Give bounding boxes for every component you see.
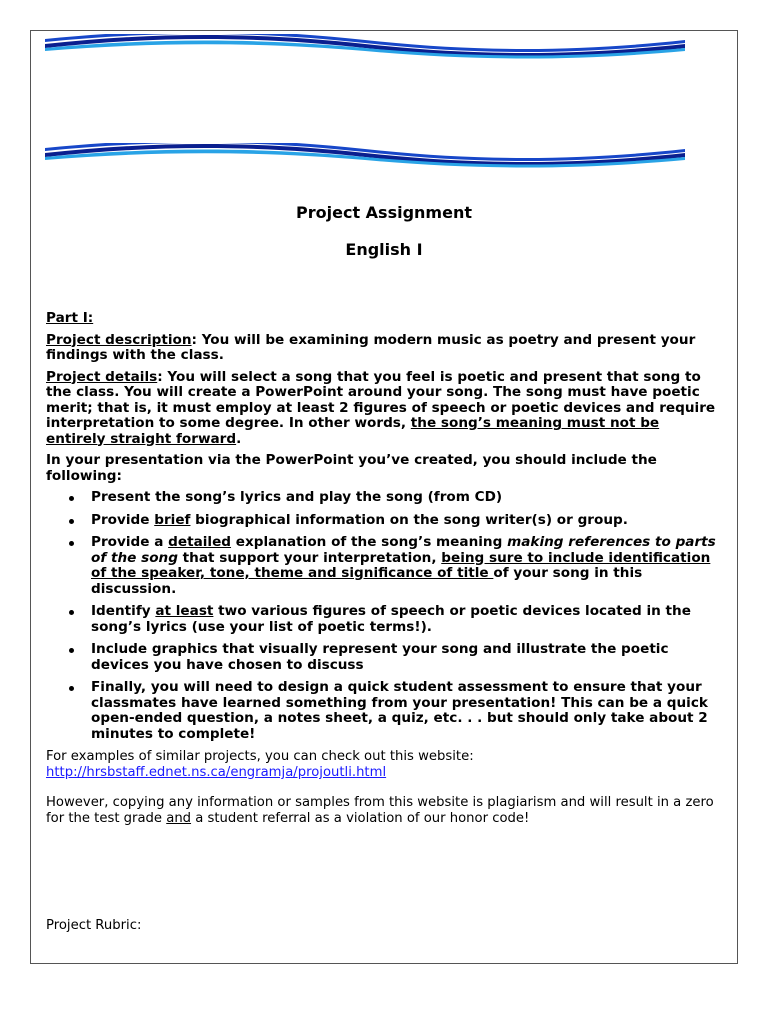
wave-banner-bottom (45, 143, 685, 169)
document-title: Project Assignment (296, 203, 472, 222)
project-rubric-label: Project Rubric: (46, 918, 142, 933)
examples-link[interactable]: http://hrsbstaff.ednet.ns.ca/engramja/projoutli.html (46, 765, 387, 780)
part-heading: Part I: (46, 310, 94, 326)
assignment-body (46, 311, 718, 827)
list-item: Present the song’s lyrics and play the song (from CD) (91, 490, 718, 506)
document-subtitle: English I (345, 240, 423, 259)
presentation-intro: In your presentation via the PowerPoint you’ve created, you should include the following: (46, 452, 657, 484)
project-description: Project description: You will be examining modern music as poetry and present your findings with the class. (46, 331, 696, 363)
examples-note: For examples of similar projects, you can check out this website: http://hrsbstaff.ednet.ns.ca/engramja/projoutli.html (46, 749, 474, 780)
requirements-list (46, 490, 718, 742)
list-item: Provide a detailed explanation of the song’s meaning making references to parts of the song that support your interpretation, being sure to include identification of the speaker, tone, theme and significance of title of your song in this discussion. (91, 535, 718, 597)
plagiarism-warning: However, copying any information or samples from this website is plagiarism and will result in a zero for the test grade and a student referral as a violation of our honor code! (46, 795, 714, 826)
list-item: Identify at least two various figures of speech or poetic devices located in the song’s lyrics (use your list of poetic terms!). (91, 604, 718, 635)
wave-banner-top (45, 34, 685, 60)
list-item: Include graphics that visually represent your song and illustrate the poetic devices you have chosen to discuss (91, 642, 718, 673)
list-item: Finally, you will need to design a quick student assessment to ensure that your classmates have learned something from your presentation! This can be a quick open-ended question, a notes sheet, a quiz, etc. . . but should only take about 2 minutes to complete! (91, 680, 718, 742)
list-item: Provide brief biographical information on the song writer(s) or group. (91, 513, 718, 529)
project-details: Project details: You will select a song that you feel is poetic and present that song to the class. You will create a PowerPoint around your song. The song must have poetic merit; that is, it must employ at least 2 figures of speech or poetic devices and require interpretation to some degree. In other words, the song’s meaning must not be entirely straight forward. (46, 368, 716, 447)
